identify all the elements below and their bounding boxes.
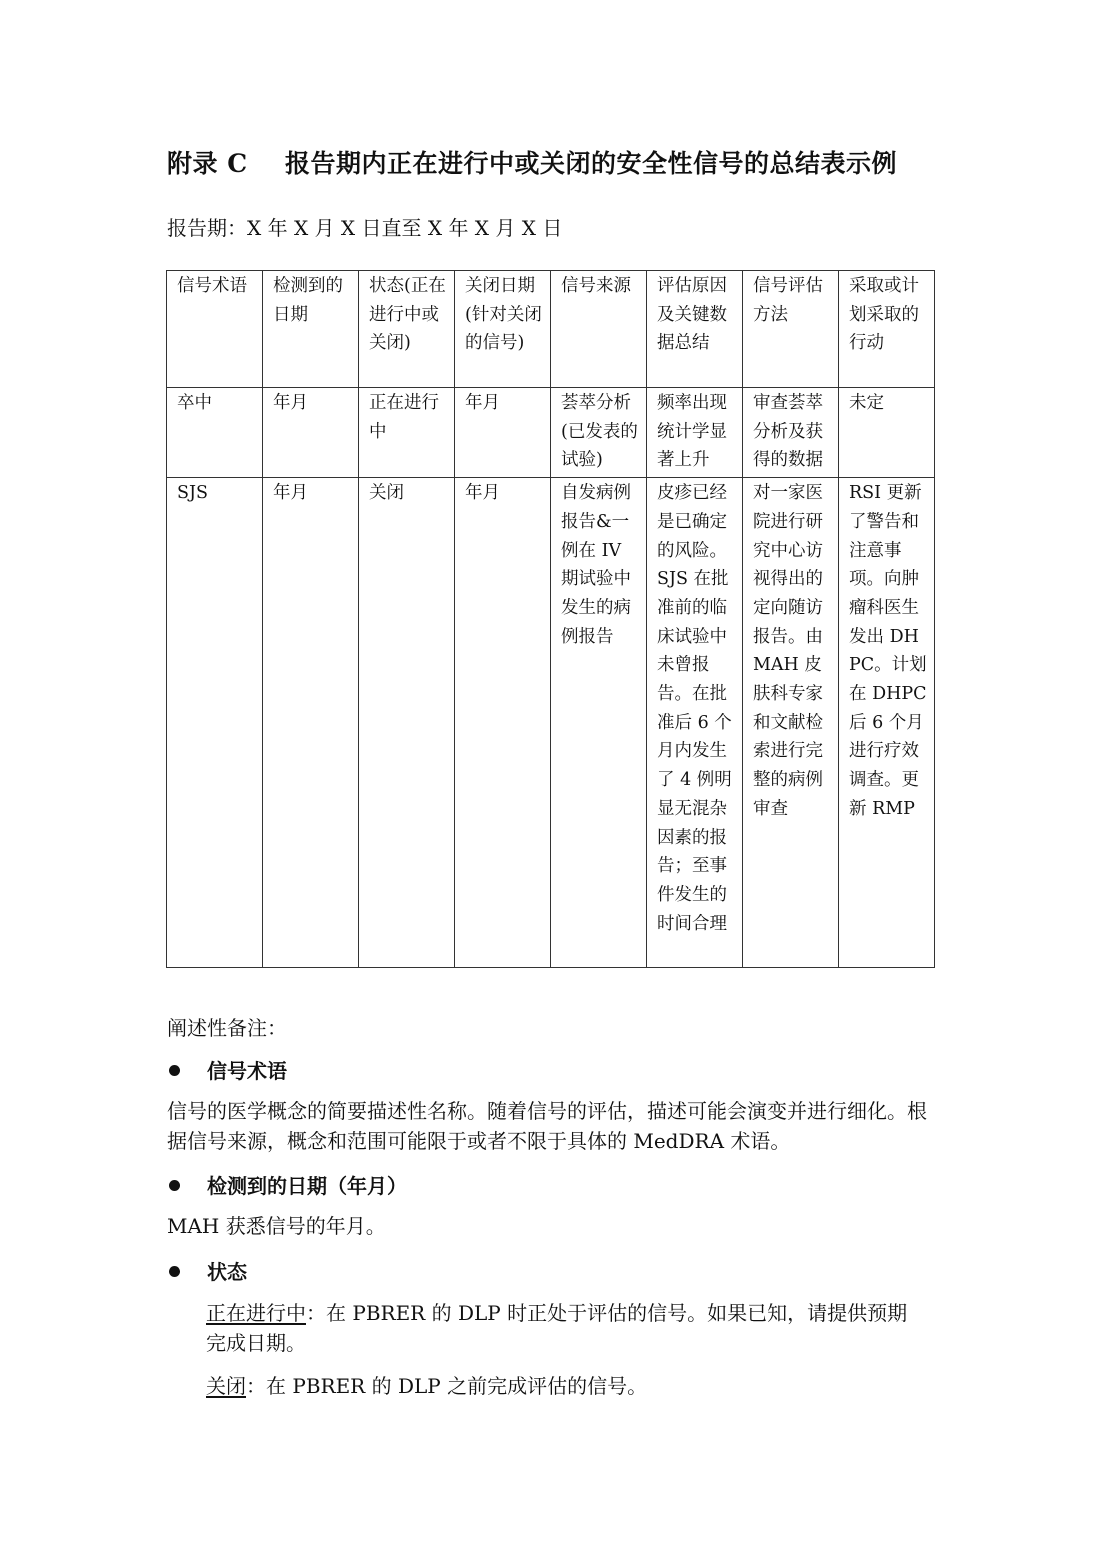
table-cell: SJS bbox=[167, 478, 263, 968]
table-cell: 审查荟萃分析及获得的数据 bbox=[743, 388, 839, 478]
header-date-closed: 关闭日期(针对关闭的信号) bbox=[455, 271, 551, 388]
table-cell: RSI 更新了警告和注意事项。向肿瘤科医生发出 DHPC。计划在 DHPC 后 6 个月进行疗效调查。更新 RMP bbox=[839, 478, 935, 968]
table-row bbox=[167, 478, 935, 968]
header-action-taken: 采取或计划采取的行动 bbox=[839, 271, 935, 388]
header-date-detected: 检测到的日期 bbox=[263, 271, 359, 388]
ongoing-term: 正在进行中 bbox=[206, 1301, 306, 1325]
page-title bbox=[167, 144, 897, 180]
header-evaluation-reason: 评估原因及关键数据总结 bbox=[647, 271, 743, 388]
closed-definition: ：在 PBRER 的 DLP 之前完成评估的信号。 bbox=[246, 1374, 648, 1398]
header-status: 状态(正在进行中或关闭) bbox=[359, 271, 455, 388]
table-cell: 年月 bbox=[263, 478, 359, 968]
table-cell: 对一家医院进行研究中心访视得出的定向随访报告。由 MAH 皮肤科专家和文献检索进行完整的病例审查 bbox=[743, 478, 839, 968]
table-cell: 频率出现统计学显著上升 bbox=[647, 388, 743, 478]
table-cell: 年月 bbox=[455, 388, 551, 478]
table-cell: 年月 bbox=[455, 478, 551, 968]
appendix-label: 附录 C bbox=[167, 149, 248, 178]
signal-summary-table bbox=[166, 270, 935, 968]
closed-term: 关闭 bbox=[206, 1374, 246, 1398]
header-signal-term: 信号术语 bbox=[167, 271, 263, 388]
table-cell: 正在进行中 bbox=[359, 388, 455, 478]
header-signal-source: 信号来源 bbox=[551, 271, 647, 388]
note-heading-date-detected: 检测到的日期（年月） bbox=[167, 1170, 407, 1199]
note-body-status-closed bbox=[206, 1371, 921, 1401]
bullet-icon bbox=[169, 1180, 180, 1191]
note-body-status-ongoing bbox=[206, 1298, 921, 1358]
title-text: 报告期内正在进行中或关闭的安全性信号的总结表示例 bbox=[285, 149, 898, 178]
ongoing-definition: ：在 PBRER 的 DLP 时正处于评估的信号。如果已知，请提供预期完成日期。 bbox=[206, 1301, 908, 1355]
note-heading-status: 状态 bbox=[167, 1256, 247, 1285]
table-cell: 未定 bbox=[839, 388, 935, 478]
notes-label: 阐述性备注： bbox=[167, 1016, 287, 1040]
table-cell: 自发病例报告&一例在 IV 期试验中发生的病例报告 bbox=[551, 478, 647, 968]
note-heading-signal-term: 信号术语 bbox=[167, 1055, 287, 1084]
table-cell: 荟萃分析(已发表的试验) bbox=[551, 388, 647, 478]
table-cell: 关闭 bbox=[359, 478, 455, 968]
table-cell: 皮疹已经是已确定的风险。SJS 在批准前的临床试验中未曾报告。在批准后 6 个月内发生了 4 例明显无混杂因素的报告；至事件发生的时间合理 bbox=[647, 478, 743, 968]
note-body-signal-term: 信号的医学概念的简要描述性名称。随着信号的评估，描述可能会演变并进行细化。根据信号来源，概念和范围可能限于或者不限于具体的 MedDRA 术语。 bbox=[167, 1099, 927, 1153]
reporting-period: 报告期：X 年 X 月 X 日直至 X 年 X 月 X 日 bbox=[167, 216, 563, 240]
bullet-icon bbox=[169, 1065, 180, 1076]
bullet-icon bbox=[169, 1266, 180, 1277]
table-row bbox=[167, 388, 935, 478]
header-evaluation-method: 信号评估方法 bbox=[743, 271, 839, 388]
table-cell: 年月 bbox=[263, 388, 359, 478]
table-cell: 卒中 bbox=[167, 388, 263, 478]
note-body-date-detected: MAH 获悉信号的年月。 bbox=[167, 1214, 386, 1238]
table-header-row bbox=[167, 271, 935, 388]
